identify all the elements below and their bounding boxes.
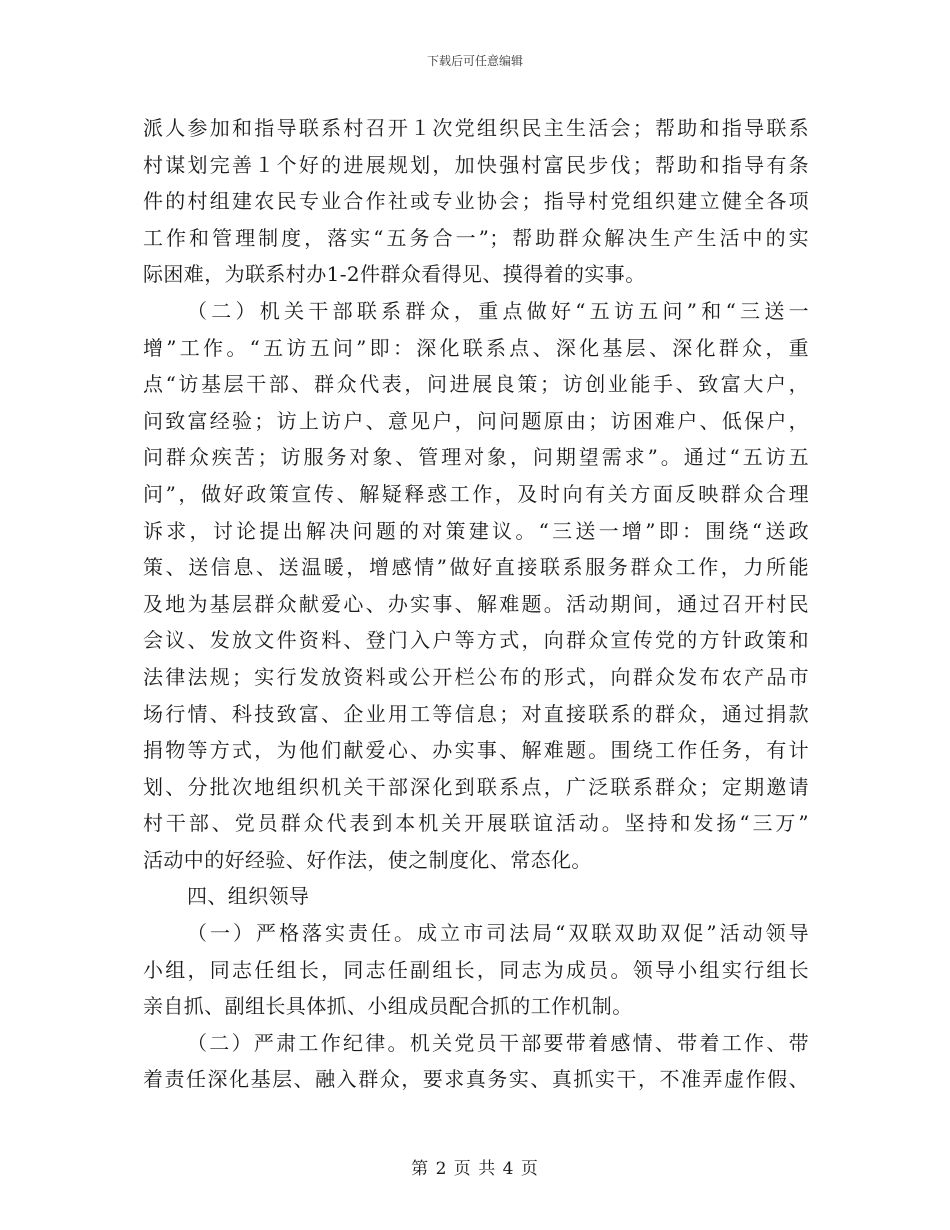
text-line: 派人参加和指导联系村召开１次党组织民主生活会；帮助和指导联系 <box>143 116 809 140</box>
text-line: （二）机关干部联系群众，重点做好“五访五问”和“三送一 <box>187 298 809 323</box>
page-header-note: 下载后可任意编辑 <box>426 54 523 68</box>
text-line: 问群众疾苦；访服务对象、管理对象，问期望需求”。通过“五访五 <box>143 445 809 470</box>
text-line: 小组，同志任组长，同志任副组长，同志为成员。领导小组实行组长 <box>143 957 809 982</box>
text-line: 着责任深化基层、融入群众，要求真务实、真抓实干，不准弄虚作假、 <box>143 1067 809 1092</box>
text-line: （二）严肃工作纪律。机关党员干部要带着感情、带着工作、带 <box>187 1030 809 1055</box>
text-line: 策、送信息、送温暖，增感情”做好直接联系服务群众工作，力所能 <box>143 555 809 580</box>
text-line: 村干部、党员群众代表到本机关开展联谊活动。坚持和发扬“三万” <box>143 811 809 836</box>
text-line: （一）严格落实责任。成立市司法局“双联双助双促”活动领导 <box>187 921 809 946</box>
page-number-footer: 第 2 页 共 4 页 <box>411 1159 539 1179</box>
text-line: 活动中的好经验、好作法，使之制度化、常态化。 <box>143 847 592 872</box>
text-line: 增”工作。“五访五问”即：深化联系点、深化基层、深化群众，重 <box>143 335 809 360</box>
text-line: 问”，做好政策宣传、解疑释惑工作，及时向有关方面反映群众合理 <box>143 481 809 506</box>
text-line: 村谋划完善１个好的进展规划，加快强村富民步伐；帮助和指导有条 <box>143 152 809 177</box>
text-line: 四、组织领导 <box>187 884 310 909</box>
text-line: 及地为基层群众献爱心、办实事、解难题。活动期间，通过召开村民 <box>143 591 809 616</box>
text-line: 划、分批次地组织机关干部深化到联系点，广泛联系群众；定期邀请 <box>143 774 809 799</box>
document-body <box>143 110 809 1098</box>
text-line: 法律法规；实行发放资料或公开栏公布的形式，向群众发布农产品市 <box>143 664 809 689</box>
text-line: 捐物等方式，为他们献爱心、办实事、解难题。围绕工作任务，有计 <box>143 738 809 763</box>
text-line: 亲自抓、副组长具体抓、小组成员配合抓的工作机制。 <box>143 994 633 1019</box>
text-line: 件的村组建农民专业合作社或专业协会；指导村党组织建立健全各项 <box>143 189 809 214</box>
text-line: 点“访基层干部、群众代表，问进展良策；访创业能手、致富大户， <box>143 372 809 397</box>
text-line: 问致富经验；访上访户、意见户，问问题原由；访困难户、低保户， <box>143 408 809 433</box>
text-line: 工作和管理制度，落实“五务合一”；帮助群众解决生产生活中的实 <box>143 225 809 250</box>
text-line: 会议、发放文件资料、登门入户等方式，向群众宣传党的方针政策和 <box>143 628 809 653</box>
text-line: 场行情、科技致富、企业用工等信息；对直接联系的群众，通过捐款 <box>143 701 809 726</box>
text-line: 诉求，讨论提出解决问题的对策建议。“三送一增”即：围绕“送政 <box>143 518 809 543</box>
text-line: 际困难，为联系村办1-2件群众看得见、摸得着的实事。 <box>143 262 646 287</box>
